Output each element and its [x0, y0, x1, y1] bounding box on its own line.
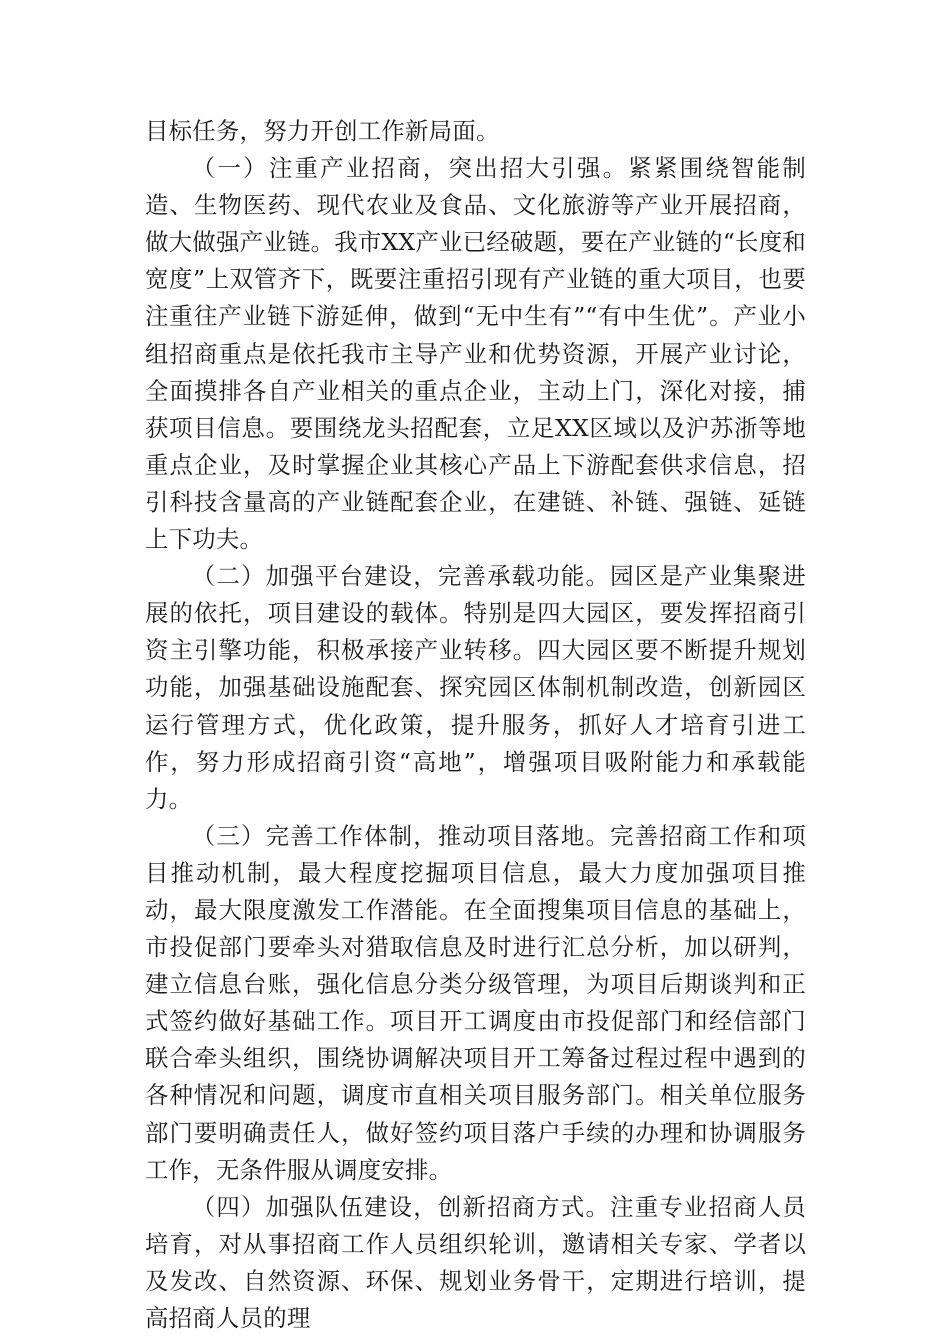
document-body — [145, 113, 806, 1337]
paragraph-section-4: （四）加强队伍建设，创新招商方式。注重专业招商人员培育，对从事招商工作人员组织轮训，邀请相关专家、学者以及发改、自然资源、环保、规划业务骨干，定期进行培训，提高招商人员的理 — [145, 1192, 806, 1332]
paragraph-section-1: （一）注重产业招商，突出招大引强。紧紧围绕智能制造、生物医药、现代农业及食品、文化旅游等产业开展招商，做大做强产业链。我市XX产业已经破题，要在产业链的“长度和宽度”上双管齐下，既要注重招引现有产业链的重大项目，也要注重往产业链下游延伸，做到“无中生有”“有中生优”。产业小组招商重点是依托我市主导产业和优势资源，开展产业讨论，全面摸排各自产业相关的重点企业，主动上门，深化对接，捕获项目信息。要围绕龙头招配套，立足XX区域以及沪苏浙等地重点企业，及时掌握企业其核心产品上下游配套供求信息，招引科技含量高的产业链配套企业，在建链、补链、强链、延链上下功夫。 — [145, 154, 806, 554]
paragraph-section-3: （三）完善工作体制，推动项目落地。完善招商工作和项目推动机制，最大程度挖掘项目信息，最大力度加强项目推动，最大限度激发工作潜能。在全面搜集项目信息的基础上，市投促部门要牵头对猎取信息及时进行汇总分析，加以研判，建立信息台账，强化信息分类分级管理，为项目后期谈判和正式签约做好基础工作。项目开工调度由市投促部门和经信部门联合牵头组织，围绕协调解决项目开工筹备过程过程中遇到的各种情况和问题，调度市直相关项目服务部门。相关单位服务部门要明确责任人，做好签约项目落户手续的办理和协调服务工作，无条件服从调度安排。 — [145, 821, 806, 1184]
paragraph-continuation: 目标任务，努力开创工作新局面。 — [145, 117, 500, 145]
paragraph-section-2: （二）加强平台建设，完善承载功能。园区是产业集聚进展的依托，项目建设的载体。特别是四大园区，要发挥招商引资主引擎功能，积极承接产业转移。四大园区要不断提升规划功能，加强基础设施配套、探究园区体制机制改造，创新园区运行管理方式，优化政策，提升服务，抓好人才培育引进工作，努力形成招商引资“高地”，增强项目吸附能力和承载能力。 — [145, 562, 806, 813]
